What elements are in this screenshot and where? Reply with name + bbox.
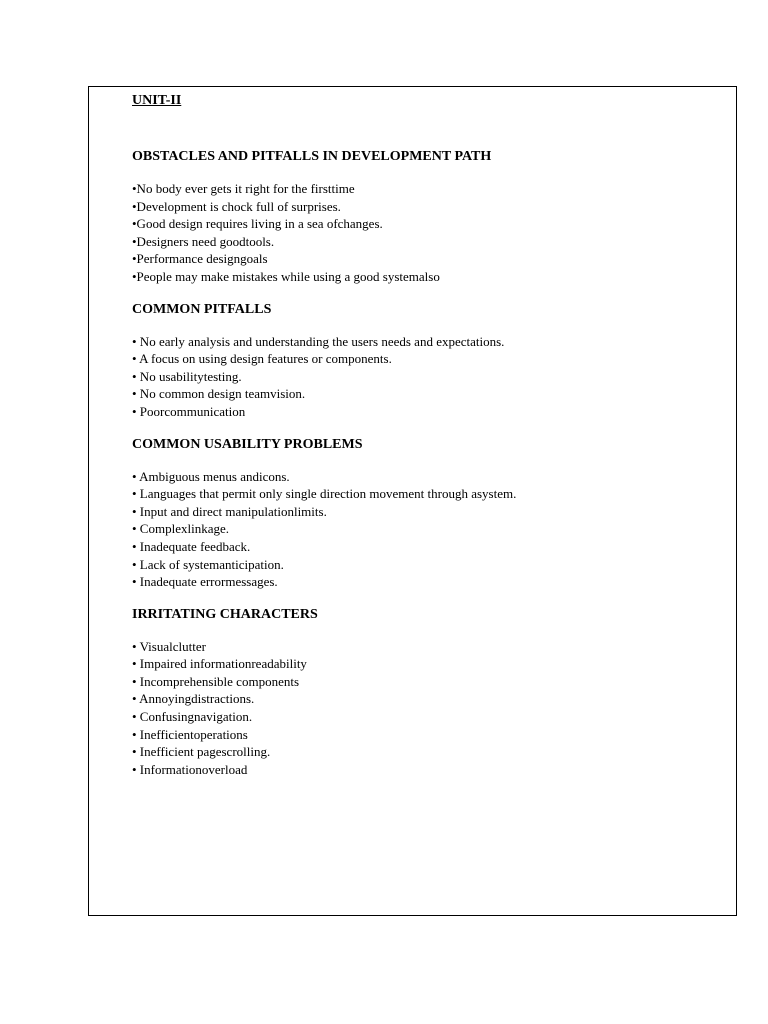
list-item: • Confusingnavigation. xyxy=(132,709,253,725)
list-item: • No usabilitytesting. xyxy=(132,368,242,384)
section-irritating-characters xyxy=(132,606,722,779)
list-item: • Ambiguous menus andicons. xyxy=(132,468,290,484)
list-item: • Complexlinkage. xyxy=(132,521,229,537)
bullet-list xyxy=(132,333,722,421)
list-item: • No early analysis and understanding the users needs and expectations. xyxy=(132,333,505,349)
list-item: •Development is chock full of surprises. xyxy=(132,198,341,214)
list-item: • Annoyingdistractions. xyxy=(132,691,255,707)
list-item: • Impaired informationreadability xyxy=(132,656,307,672)
section-common-pitfalls xyxy=(132,301,722,421)
list-item: • Informationoverload xyxy=(132,761,248,777)
list-item: •No body ever gets it right for the firsttime xyxy=(132,181,355,196)
bullet-list xyxy=(132,638,722,779)
section-heading: COMMON USABILITY PROBLEMS xyxy=(132,436,363,452)
list-item: • Inefficientoperations xyxy=(132,726,248,742)
section-heading: OBSTACLES AND PITFALLS IN DEVELOPMENT PATH xyxy=(132,149,492,164)
list-item: •Designers need goodtools. xyxy=(132,233,275,249)
bullet-list xyxy=(132,180,722,286)
list-item: •Performance designgoals xyxy=(132,251,268,267)
list-item: • Languages that permit only single direction movement through asystem. xyxy=(132,486,517,502)
section-obstacles xyxy=(132,148,722,286)
list-item: •Good design requires living in a sea ofchanges. xyxy=(132,216,383,232)
list-item: • Input and direct manipulationlimits. xyxy=(132,503,327,519)
list-item: • No common design teamvision. xyxy=(132,386,306,402)
unit-title: UNIT-II xyxy=(132,93,182,108)
section-heading: IRRITATING CHARACTERS xyxy=(132,606,318,622)
list-item: • Inefficient pagescrolling. xyxy=(132,744,271,760)
list-item: •People may make mistakes while using a good systemalso xyxy=(132,268,440,284)
section-usability-problems xyxy=(132,436,722,591)
section-heading: COMMON PITFALLS xyxy=(132,301,272,317)
list-item: • Incomprehensible components xyxy=(132,673,300,689)
list-item: • Lack of systemanticipation. xyxy=(132,556,284,572)
list-item: • Inadequate feedback. xyxy=(132,538,251,554)
list-item: • Inadequate errormessages. xyxy=(132,574,278,590)
list-item: • A focus on using design features or components. xyxy=(132,351,392,367)
list-item: • Poorcommunication xyxy=(132,403,246,419)
document-content xyxy=(132,92,722,793)
list-item: • Visualclutter xyxy=(132,638,206,654)
bullet-list xyxy=(132,468,722,591)
